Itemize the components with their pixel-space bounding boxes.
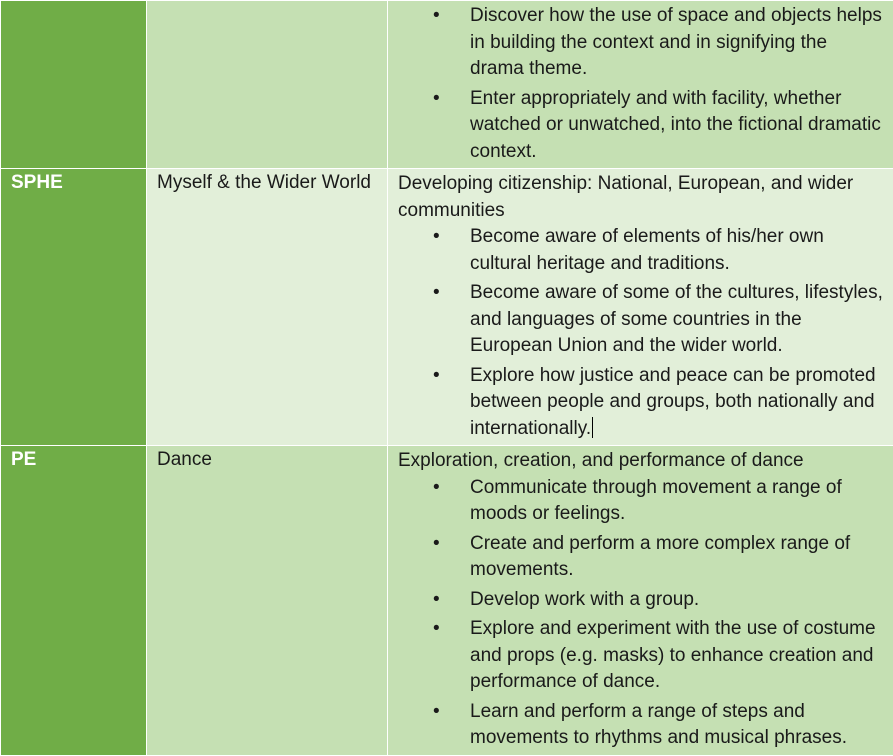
objective-item — [470, 224, 885, 277]
bullet-icon: • — [433, 531, 440, 558]
objectives-cell[interactable] — [388, 446, 893, 756]
objective-item — [470, 363, 885, 443]
strand-unit-heading: Developing citizenship: National, European, and wider communities — [398, 171, 885, 224]
objective-item — [470, 616, 885, 696]
strand-unit-heading: Exploration, creation, and performance of dance — [398, 448, 885, 475]
objective-list — [398, 224, 885, 442]
objective-text: Become aware of some of the cultures, lifestyles, and languages of some countries in the European Union and the wider world. — [470, 282, 883, 356]
table-row — [1, 1, 893, 169]
objective-text: Discover how the use of space and objects helps in building the context and in signifying the drama theme. — [470, 5, 882, 79]
strand-cell[interactable]: Dance — [147, 446, 388, 756]
objective-item — [470, 587, 885, 614]
strand-cell[interactable] — [147, 1, 388, 169]
table-row — [1, 446, 893, 756]
bullet-icon: • — [433, 86, 440, 113]
objectives-cell[interactable] — [388, 169, 893, 446]
bullet-icon: • — [433, 224, 440, 251]
objective-text: Become aware of elements of his/her own cultural heritage and traditions. — [470, 226, 824, 274]
bullet-icon: • — [433, 587, 440, 614]
objective-item — [470, 86, 885, 166]
objective-list — [398, 475, 885, 752]
bullet-icon: • — [433, 475, 440, 502]
bullet-icon: • — [433, 280, 440, 307]
subject-cell: PE — [1, 446, 147, 756]
objective-text: Develop work with a group. — [470, 589, 699, 610]
objective-text: Explore and experiment with the use of costume and props (e.g. masks) to enhance creation and performance of dance. — [470, 618, 876, 692]
table-row — [1, 169, 893, 446]
objectives-cell[interactable] — [388, 1, 893, 169]
bullet-icon: • — [433, 699, 440, 726]
subject-cell — [1, 1, 147, 169]
subject-cell: SPHE — [1, 169, 147, 446]
bullet-icon: • — [433, 363, 440, 390]
objective-item — [470, 531, 885, 584]
bullet-icon: • — [433, 616, 440, 643]
objective-text: Communicate through movement a range of moods or feelings. — [470, 477, 842, 525]
objective-text: Create and perform a more complex range of movements. — [470, 533, 850, 581]
objective-list — [398, 3, 885, 165]
objective-item — [470, 3, 885, 83]
objective-item — [470, 280, 885, 360]
objective-text: Enter appropriately and with facility, whether watched or unwatched, into the fictional dramatic context. — [470, 88, 881, 162]
objective-text: Explore how justice and peace can be promoted between people and groups, both nationally and internationally. — [470, 365, 876, 439]
objective-item — [470, 475, 885, 528]
objective-item — [470, 699, 885, 752]
objective-text: Learn and perform a range of steps and movements to rhythms and musical phrases. — [470, 701, 847, 749]
text-cursor — [592, 417, 593, 438]
bullet-icon: • — [433, 3, 440, 30]
strand-cell[interactable]: Myself & the Wider World — [147, 169, 388, 446]
